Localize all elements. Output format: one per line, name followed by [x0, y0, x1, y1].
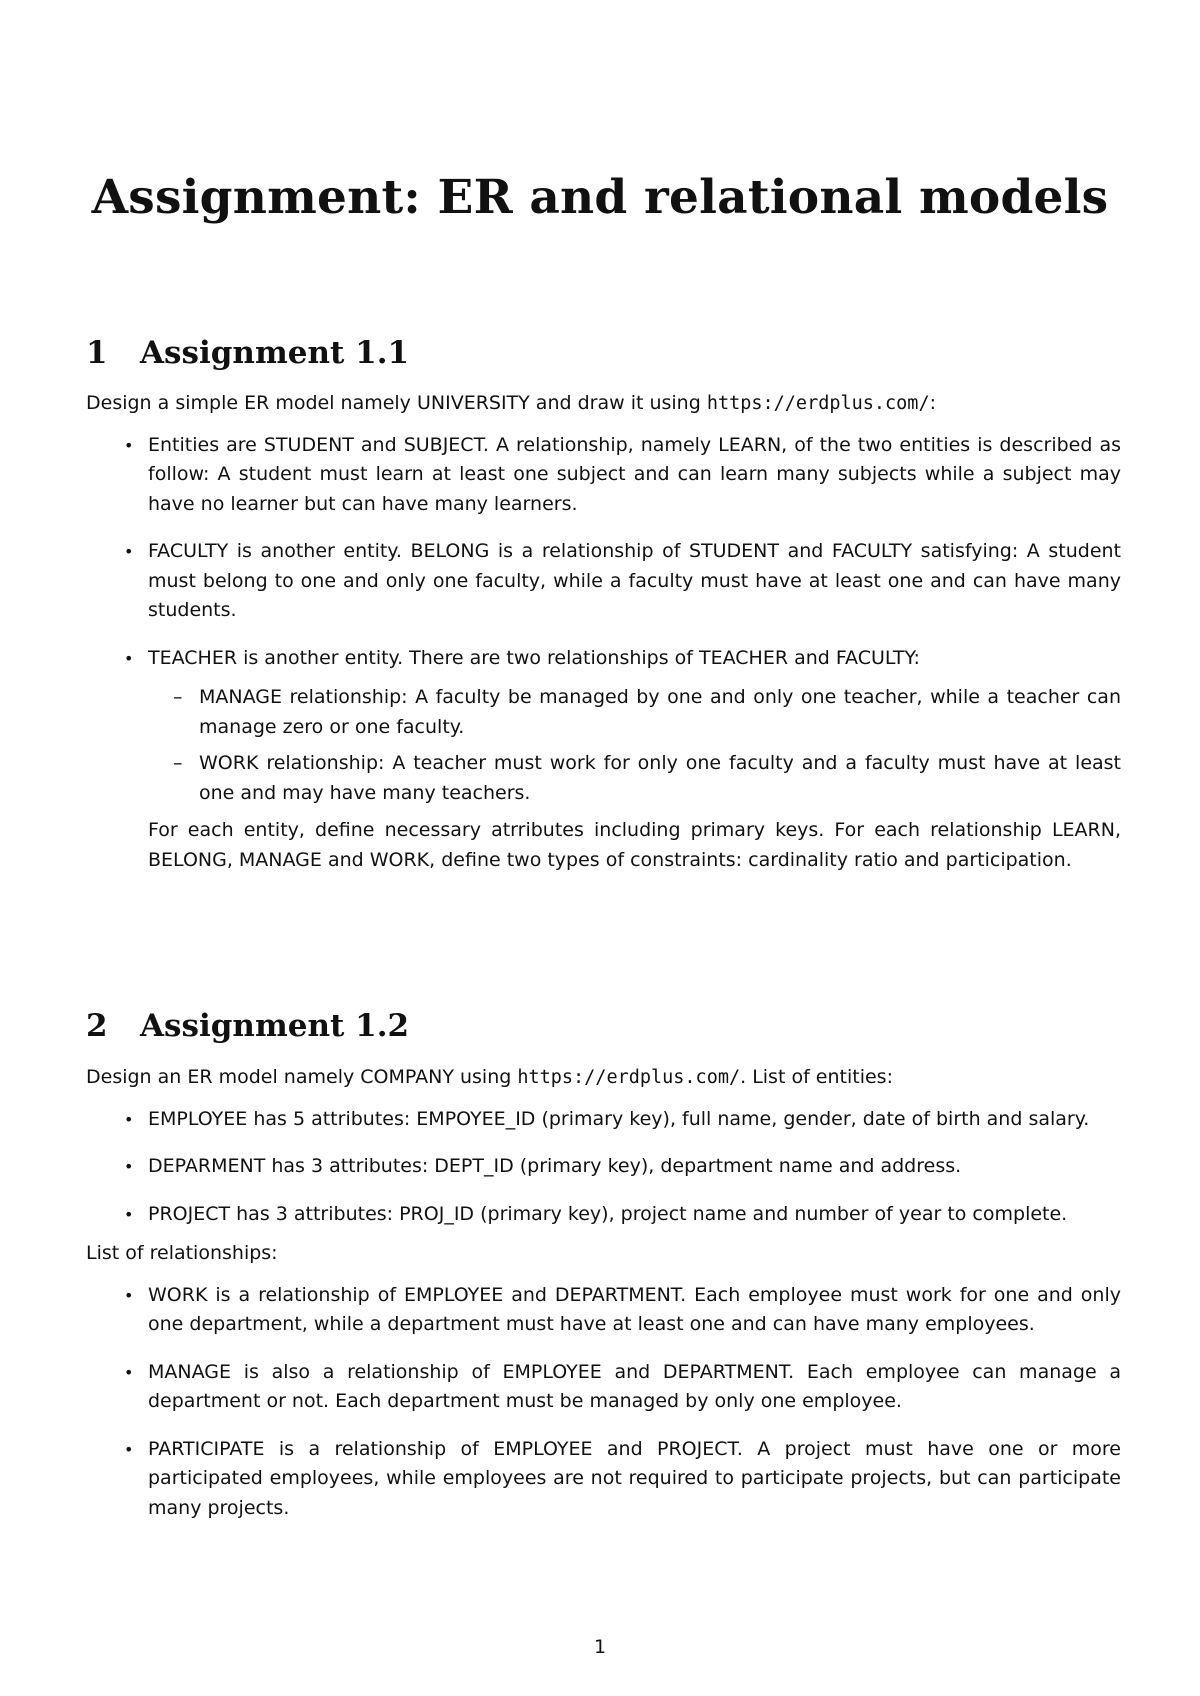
intro-text: Design a simple ER model namely UNIVERSITY and draw it using — [86, 392, 707, 414]
list-item-text: WORK is a relationship of EMPLOYEE and DEPARTMENT. Each employee must work for one and only one department, while a department must have at least one and can have many employees. — [148, 1283, 1121, 1335]
bullet-icon: • — [124, 1109, 134, 1129]
bullet-icon: • — [124, 648, 134, 668]
list-item-text: Entities are STUDENT and SUBJECT. A relationship, namely LEARN, of the two entities is described as follow: A student must learn at least one subject and can learn many subjects while a subject may have no learner but can have many learners. — [148, 433, 1121, 515]
list-item-text: PARTICIPATE is a relationship of EMPLOYEE and PROJECT. A project must have one or more participated employees, while employees are not required to participate projects, but can participate many projects. — [148, 1437, 1121, 1519]
entities-list — [86, 1105, 1121, 1230]
list-item — [86, 1105, 1121, 1135]
section-number: 1 — [86, 335, 108, 371]
list-item-text: FACULTY is another entity. BELONG is a relationship of STUDENT and FACULTY satisfying: A student must belong to one and only one faculty, while a faculty must have at least one and can have many students. — [148, 540, 1121, 621]
document-title: Assignment: ER and relational models — [91, 170, 1109, 225]
dash-icon: – — [173, 686, 183, 708]
bullet-icon: • — [124, 1362, 134, 1382]
sub-list-item-text: MANAGE relationship: A faculty be managed by one and only one teacher, while a teacher can manage zero or one faculty. — [199, 686, 1121, 738]
section-number: 2 — [86, 1008, 108, 1044]
list-item-text: EMPLOYEE has 5 attributes: EMPOYEE_ID (primary key), full name, gender, date of birth and salary. — [148, 1107, 1090, 1130]
section-title: Assignment 1.1 — [140, 335, 410, 371]
section-heading — [86, 333, 1121, 373]
list-item — [86, 1200, 1121, 1230]
section-intro — [86, 1063, 1121, 1093]
list-item — [86, 1281, 1121, 1340]
bullet-icon: • — [124, 1204, 134, 1224]
page-number: 1 — [593, 1636, 607, 1658]
relationships-list — [86, 1281, 1121, 1524]
section-intro — [86, 389, 1121, 419]
bullet-icon: • — [124, 1285, 134, 1305]
dash-icon: – — [173, 752, 183, 774]
list-item — [86, 537, 1121, 626]
list-item — [86, 644, 1121, 809]
intro-text: Design an ER model namely COMPANY using — [86, 1066, 518, 1088]
erdplus-link[interactable]: https://erdplus.com/ — [517, 1067, 741, 1088]
sub-list-item-text: WORK relationship: A teacher must work for only one faculty and a faculty must have at least one and may have many teachers. — [199, 752, 1121, 804]
list-item-text: DEPARMENT has 3 attributes: DEPT_ID (primary key), department name and address. — [148, 1155, 962, 1177]
sub-list — [148, 683, 1121, 808]
list-item — [86, 1435, 1121, 1524]
erdplus-link[interactable]: https://erdplus.com/ — [706, 393, 930, 414]
list-item-text: MANAGE is also a relationship of EMPLOYEE and DEPARTMENT. Each employee can manage a department or not. Each department must be managed by only one employee. — [148, 1360, 1121, 1412]
bullet-icon: • — [124, 1439, 134, 1459]
bullet-icon: • — [124, 542, 134, 561]
relationships-label: List of relationships: — [86, 1242, 278, 1264]
list-item-text: TEACHER is another entity. There are two relationships of TEACHER and FACULTY: — [148, 646, 920, 669]
intro-text-end: : — [929, 392, 936, 414]
bullet-icon: • — [124, 435, 134, 455]
list-item — [86, 431, 1121, 520]
section-2 — [86, 1006, 1121, 1541]
sub-list-item — [148, 749, 1121, 808]
section-title: Assignment 1.2 — [140, 1008, 410, 1044]
list-item — [86, 1358, 1121, 1417]
section-1 — [86, 333, 1121, 875]
sub-list-item — [148, 683, 1121, 742]
list-item-text: PROJECT has 3 attributes: PROJ_ID (primary key), project name and number of year to complete. — [148, 1202, 1068, 1225]
bullet-icon: • — [124, 1157, 134, 1176]
requirements-list — [86, 431, 1121, 809]
list-item — [86, 1152, 1121, 1182]
closing-paragraph: For each entity, define necessary atrributes including primary keys. For each relationship LEARN, BELONG, MANAGE and WORK, define two types of constraints: cardinality ratio and participation. — [148, 819, 1121, 871]
intro-text-end: . List of entities: — [740, 1066, 893, 1088]
section-heading — [86, 1006, 1121, 1046]
